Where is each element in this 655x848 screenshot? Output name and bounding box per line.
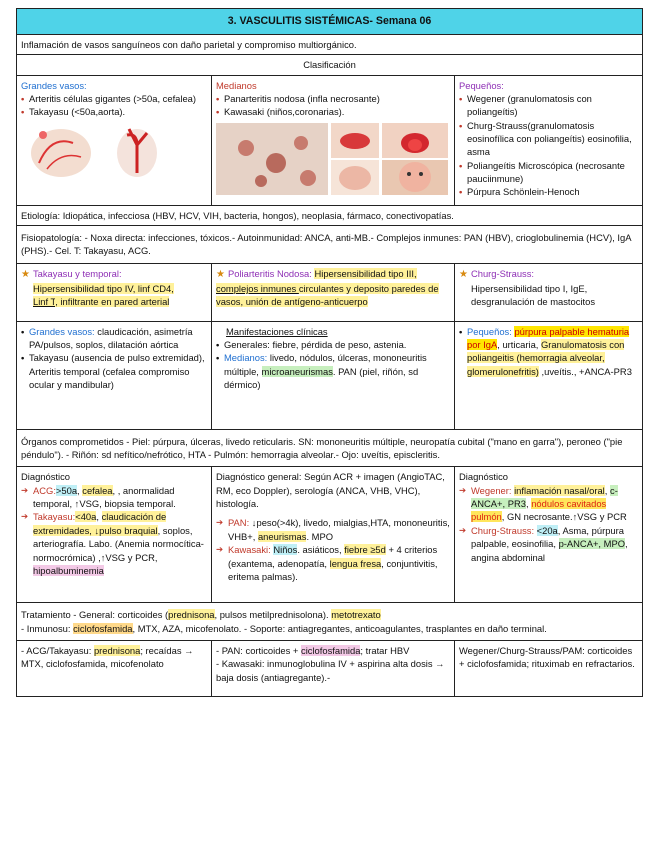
manifest-pequenos	[455, 321, 643, 429]
diag-text: . MPO	[306, 530, 334, 542]
footer-text: ; tratar HBV	[360, 645, 410, 657]
grandes-heading: Grandes vasos:	[21, 79, 87, 91]
manifest-text: . PAN (piel, riñón, sd dérmico)	[224, 365, 419, 391]
livedo-skin-photo	[216, 123, 328, 195]
diag-text: ,	[77, 484, 83, 496]
diag-highlight: p-ANCA+, MPO	[558, 538, 625, 550]
etiologia: Etiología: Idiopática, infecciosa (HBV, HCV, VIH, bacteria, hongos), neoplasia, fármaco, conectivopatías.	[17, 205, 643, 225]
manifest-text: livedo, nódulos, úlceras, mononeuritis múltiple,	[224, 352, 427, 377]
diag-highlight: c-ANCA+, PR3	[471, 484, 618, 510]
tratamiento-highlight: prednisona	[168, 609, 215, 621]
footer-text: - PAN: corticoides +	[216, 645, 302, 657]
tratamiento-highlight: ciclofosfamida	[73, 622, 133, 634]
footer-pan	[212, 641, 455, 697]
manifest-label: Medianos:	[224, 352, 268, 364]
diag-text: ,	[96, 511, 102, 523]
diag-pequenos	[455, 467, 643, 603]
pequenos-heading: Pequeños:	[459, 79, 504, 91]
manifest-text: , urticaria,	[497, 339, 541, 351]
document-sheet	[16, 8, 642, 697]
manifest-highlight: púrpura palpable hematuria por IgA	[467, 325, 630, 351]
tratamiento-text: Tratamiento - General: corticoides (	[21, 609, 169, 621]
hypersens-title: Takayasu y temporal:	[32, 267, 122, 279]
diag-text: , angina abdominal	[471, 538, 628, 563]
tratamiento-text: - Inmunosu:	[21, 622, 74, 634]
diag-label: Churg-Strauss:	[471, 524, 535, 536]
grandes-item: • Arteritis células gigantes (>50a, cefalea)	[21, 92, 207, 105]
diag-text: , soplos, arteriografía. Labo. (Anemia normocítica-normocrómica) ,↑VSG y PCR,	[33, 524, 204, 563]
diag-highlight: hipoalbuminemia	[33, 564, 104, 576]
diag-highlight: <20a	[536, 524, 558, 536]
pequenos-item: • Poliangeítis Microscópica (necrosante pauciinmune)	[459, 159, 638, 186]
tratamiento	[17, 603, 643, 641]
manifest-label: Pequeños:	[467, 325, 512, 337]
pequenos-item: • Wegener (granulomatosis con poliangeítis)	[459, 92, 638, 119]
diag-highlight: <40a	[75, 511, 97, 523]
diag-highlight: fiebre ≥5d	[344, 544, 386, 556]
star-icon: ★	[21, 268, 30, 280]
diag-label: Wegener:	[471, 484, 512, 496]
manifest-text: • Generales: fiebre, pérdida de peso, astenia.	[216, 338, 450, 351]
pequenos-item: • Churg-Strauss(granulomatosis eosinofílica con poliangeítis) eosinofilia, asma	[459, 119, 638, 159]
footer-text: - ACG/Takayasu:	[21, 645, 94, 657]
diag-highlight: inflamación nasal/oral	[514, 484, 605, 496]
manifest-text: ,uveítis., +ANCA-PR3	[538, 365, 632, 377]
hypersens-text: Hipersensibilidad tipo IV, linf CD4,	[33, 282, 174, 294]
diag-highlight: nódulos cavitados pulmón	[471, 498, 607, 523]
diag-text: ,	[604, 484, 610, 496]
diag-text: . asiáticos,	[297, 544, 345, 556]
head-arteries-illustration	[21, 123, 101, 179]
hypersens-text: Linf T	[33, 296, 56, 308]
medianos-item: • Panarteritis nodosa (infla necrosante)	[216, 92, 450, 105]
tratamiento-text: , MTX, AZA, micofenolato. - Soporte: antiagregantes, anticoagulantes, trasplantes en daño terminal.	[132, 622, 547, 634]
hypersens-title: Churg-Strauss:	[470, 267, 535, 279]
diag-label: Takayasu:	[33, 511, 76, 523]
manifest-text: • Takayasu (ausencia de pulso extremidad), Arteritis temporal (cefalea compromiso ocular y mandibular)	[21, 351, 207, 391]
tratamiento-text: , pulsos metilprednisolona).	[214, 609, 332, 621]
diag-intro: Diagnóstico general: Según ACR + imagen (AngioTAC, RM, eco Doppler), serología (ANCA, VHB, VHC), histología.	[216, 471, 445, 510]
hypersens-takayasu	[17, 263, 212, 321]
footer-wegener: Wegener/Churg-Strauss/PAM: corticoides + ciclofosfamida; rituximab en refractarios.	[455, 641, 643, 697]
diag-text: , conjuntivitis, eritema palmas).	[228, 557, 438, 582]
manifest-highlight: microaneurismas	[261, 365, 333, 377]
diag-highlight: aneurismas	[257, 530, 307, 542]
hypersens-title: Poliarteritis Nodosa:	[227, 267, 312, 279]
hypersens-text: circulantes y deposito paredes de vasos, unión de antígeno-anticuerpo	[216, 282, 439, 308]
diag-label: PAN:	[228, 517, 250, 529]
classification-medianos	[212, 75, 455, 205]
diag-label: Kawasaki:	[228, 544, 271, 556]
medianos-heading: Medianos	[216, 79, 257, 91]
hypersens-churg	[455, 263, 643, 321]
footer-text: ; recaídas → MTX, ciclofosfamida, micofenolato	[21, 645, 194, 670]
diag-highlight: lengua fresa	[329, 557, 382, 569]
lips-photo	[331, 123, 379, 158]
diag-grandes	[17, 467, 212, 603]
hypersens-text: Hipersensibilidad tipo III,	[314, 267, 417, 279]
manifest-title: Manifestaciones clínicas	[226, 325, 328, 337]
medianos-photos	[216, 123, 450, 195]
aorta-illustration	[107, 123, 167, 179]
diag-medianos	[212, 467, 455, 603]
footer-highlight: prednisona	[93, 645, 141, 657]
hypersens-text: Hipersensibilidad tipo I, IgE, desgranulación de mastocitos	[471, 282, 596, 308]
diag-label: ACG:	[33, 484, 56, 496]
diag-title: Diagnóstico	[21, 471, 70, 483]
medianos-item: • Kawasaki (niños,coronarias).	[216, 105, 450, 118]
hypersens-text: , infiltrante en pared arterial	[55, 296, 170, 308]
fisiopatologia: Fisiopatología: - Noxa directa: infecciones, tóxicos.- Autoinmunidad: ANCA, anti-MB.- Complejos inmunes: PAN (HBV), crioglobulinemia (HCV), IgA (PHS).- Cel. T: Takayasu, ACG.	[17, 226, 643, 264]
footer-highlight: ciclofosfamida	[301, 645, 361, 657]
grandes-item: • Takayasu (<50a,aorta).	[21, 105, 207, 118]
pequenos-item: • Púrpura Schönlein-Henoch	[459, 185, 638, 198]
footer-text: - Kawasaki: inmunoglobulina IV + aspirina alta dosis → baja dosis (antiagregante).-	[216, 658, 445, 683]
star-icon: ★	[459, 268, 468, 280]
vasculitis-table	[16, 8, 643, 697]
classification-grandes	[17, 75, 212, 205]
diag-highlight: >50a	[55, 484, 78, 496]
diag-text: + 4 criterios (exantema, adenopatía,	[228, 544, 438, 569]
diag-text: ↓peso(>4k), livedo, mialgias,HTA, mononeuritis, VHB+,	[228, 517, 450, 542]
hypersens-pan	[212, 263, 455, 321]
star-icon: ★	[216, 268, 225, 280]
grandes-illustrations	[21, 123, 207, 179]
page-title: 3. VASCULITIS SISTÉMICAS- Semana 06	[17, 9, 643, 35]
manifest-highlight: Granulomatosis con poliangeitis (hemorragia alveolar, glomerulonefritis)	[467, 339, 625, 377]
manifest-text: claudicación, asimetría PA/pulsos, soplos, dilatación aórtica	[29, 325, 193, 351]
tratamiento-highlight: metotrexato	[331, 609, 381, 621]
kawasaki-photos	[331, 123, 379, 195]
hypersens-text: complejos inmunes	[216, 282, 299, 294]
diag-text: , GN necrosante.↑VSG y PCR	[501, 511, 627, 523]
kawasaki-photos-2	[382, 123, 448, 195]
manifest-grandes	[17, 321, 212, 429]
child-face-photo	[382, 160, 448, 195]
manifest-label: Grandes vasos:	[29, 325, 95, 337]
diag-highlight: Niños	[273, 544, 298, 556]
hands-photo	[331, 160, 379, 195]
classification-header: Clasificación	[17, 55, 643, 75]
organos: Órganos comprometidos - Piel: púrpura, úlceras, livedo reticularis. SN: mononeuritis múltiple, neuropatía cubital ("mano en garra"), peroneo ("pie péndulo"). - Riñón: sd nefítico/nefrótico, HTA - Pulmón: hemorragia alveolar.- Ojo: uveítis, episcleritis.	[17, 429, 643, 467]
diag-title: Diagnóstico	[459, 471, 508, 483]
manifest-medianos	[212, 321, 455, 429]
footer-acg	[17, 641, 212, 697]
tongue-photo	[382, 123, 448, 158]
diag-text: ,	[525, 498, 532, 510]
diag-highlight: claudicación de extremidades, ↓pulso braquial	[33, 511, 167, 536]
classification-pequenos	[455, 75, 643, 205]
diag-text: , , anormalidad temporal, ↑VSG, biopsia temporal.	[33, 484, 176, 510]
definition: Inflamación de vasos sanguíneos con daño parietal y compromiso multiorgánico.	[17, 35, 643, 55]
diag-highlight: cefalea	[82, 484, 113, 496]
diag-text: , Asma, púrpura palpable, eosinofilia,	[471, 524, 624, 550]
